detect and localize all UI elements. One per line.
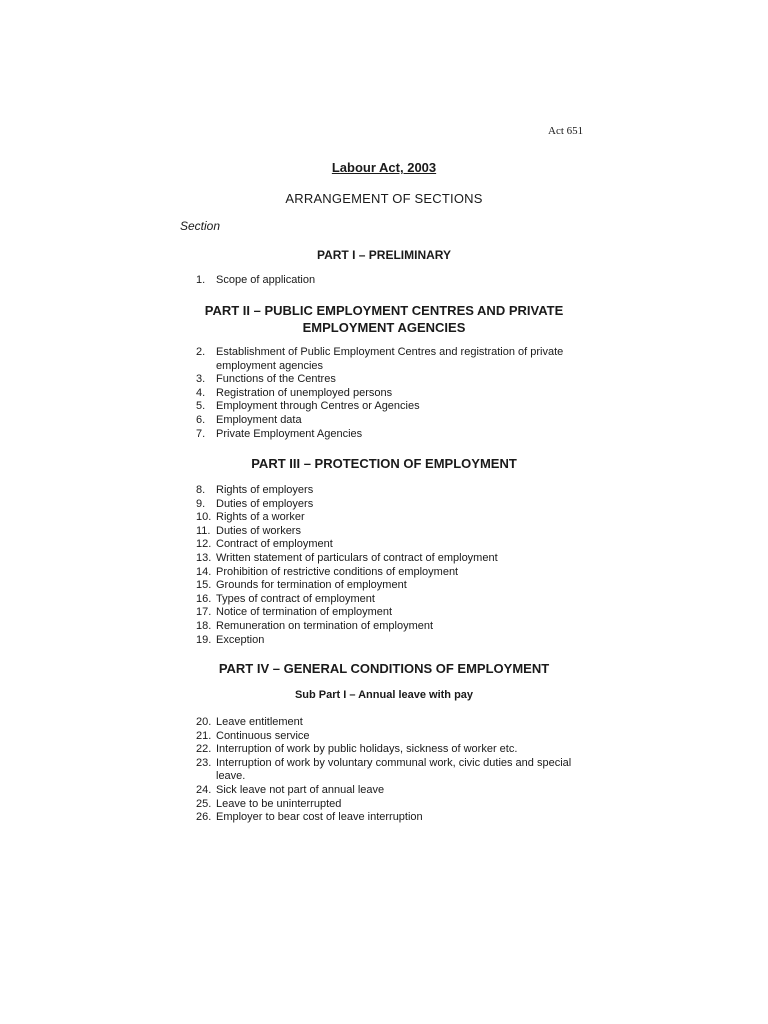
list-item: 25. Leave to be uninterrupted (196, 797, 342, 810)
part-3-heading: PART III – PROTECTION OF EMPLOYMENT (251, 456, 517, 471)
list-item: 2. Establishment of Public Employment Centres and registration of private employment agencies (196, 346, 564, 372)
list-item: 21. Continuous service (196, 729, 310, 742)
list-item: 15. Grounds for termination of employment (196, 579, 407, 592)
list-item: 24. Sick leave not part of annual leave (196, 783, 385, 796)
part-3-sections (196, 484, 576, 647)
list-item: 3. Functions of the Centres (196, 373, 336, 386)
part-4-sections (196, 716, 576, 825)
list-item: 4. Registration of unemployed persons (196, 386, 393, 399)
part-4-heading: PART IV – GENERAL CONDITIONS OF EMPLOYMENT (218, 661, 550, 676)
list-item: 6. Employment data (196, 413, 302, 426)
list-item: 13. Written statement of particulars of contract of employment (196, 551, 498, 564)
act-number: Act 651 (548, 125, 584, 137)
list-item: 23. Interruption of work by voluntary communal work, civic duties and special leave. (196, 756, 572, 783)
document-title (0, 160, 768, 175)
list-item: 26. Employer to bear cost of leave interruption (196, 811, 423, 824)
list-item: 5. Employment through Centres or Agencies (196, 400, 420, 413)
list-item: 20. Leave entitlement (196, 716, 303, 728)
arrangement-heading: ARRANGEMENT OF SECTIONS (285, 191, 483, 206)
subpart-1-heading: Sub Part I – Annual leave with pay (294, 689, 474, 701)
list-item: 9. Duties of employers (196, 497, 314, 510)
list-item: 18. Remuneration on termination of employment (196, 619, 434, 632)
list-item: 19. Exception (196, 633, 265, 646)
list-item: 17. Notice of termination of employment (196, 606, 393, 619)
document-title-text: Labour Act, 2003 (331, 160, 437, 175)
part-1-heading: PART I – PRELIMINARY (316, 248, 451, 262)
list-item: 22. Interruption of work by public holidays, sickness of worker etc. (196, 743, 518, 756)
list-item: 16. Types of contract of employment (196, 592, 375, 605)
part-1-sections (196, 274, 576, 288)
section-column-label: Section (180, 219, 221, 233)
list-item: 8. Rights of employers (196, 484, 314, 496)
part-2-sections (196, 346, 576, 441)
list-item: 10. Rights of a worker (196, 511, 305, 524)
list-item: 7. Private Employment Agencies (196, 427, 363, 440)
list-item: 11. Duties of workers (196, 524, 301, 537)
part-2-heading: PART II – PUBLIC EMPLOYMENT CENTRES AND PRIVATE EMPLOYMENT AGENCIES (204, 303, 564, 335)
list-item: 12. Contract of employment (196, 538, 333, 551)
list-item: 1. Scope of application (196, 274, 316, 286)
list-item: 14. Prohibition of restrictive conditions of employment (196, 565, 459, 578)
